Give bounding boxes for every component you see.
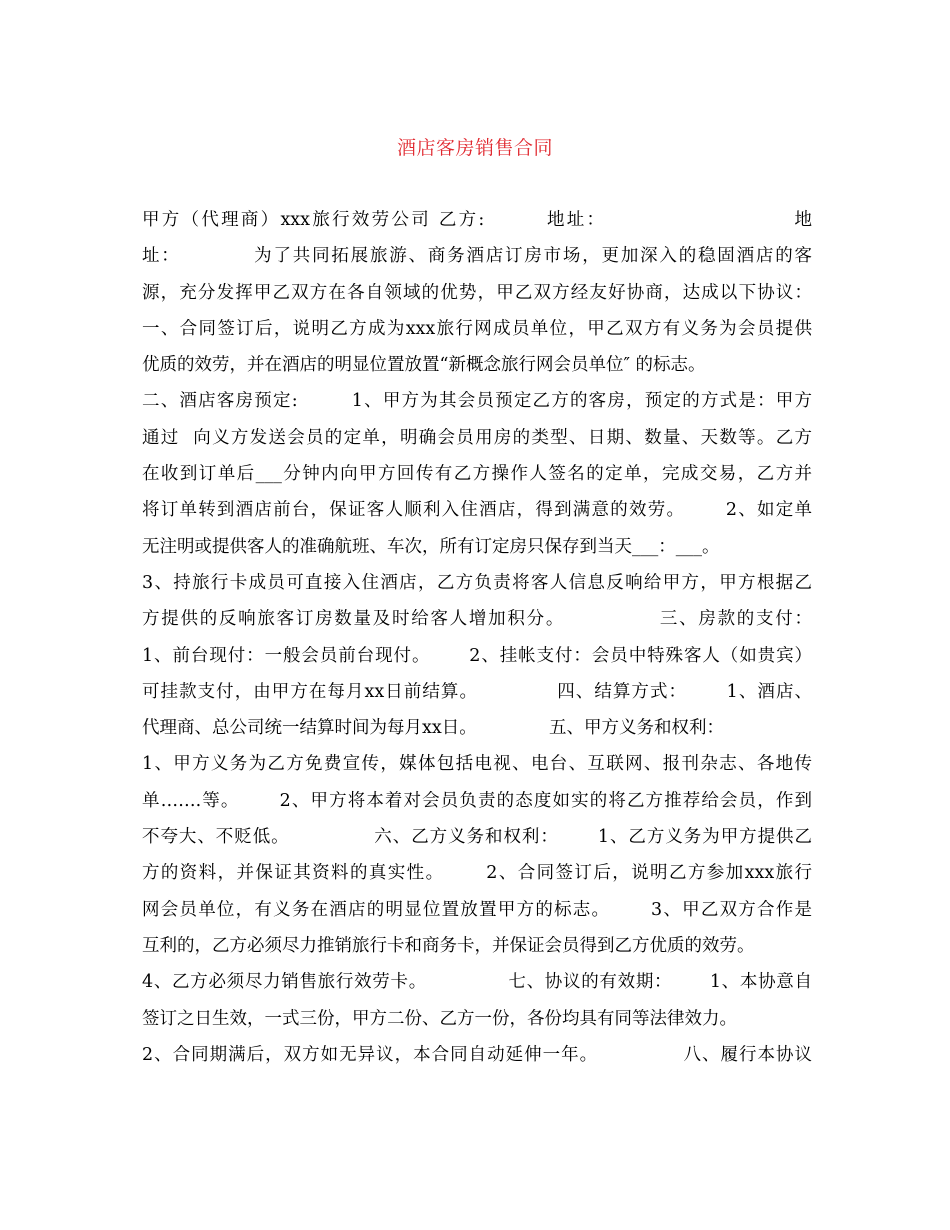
body-line: 可挂款支付，由甲方在每月xx日前结算。 四、结算方式： 1、酒店、 xyxy=(142,681,812,702)
document-title: 酒店客房销售合同 xyxy=(396,137,553,159)
body-line: 优质的效劳，并在酒店的明显位置放置“新概念旅行网会员单位″ 的标志。 xyxy=(142,355,706,376)
body-line: 网会员单位，有义务在酒店的明显位置放置甲方的标志。 3、甲乙双方合作是 xyxy=(142,899,812,920)
body-line: 签订之日生效，一式三份，甲方二份、乙方一份，各份均具有同等法律效力。 xyxy=(142,1008,737,1029)
body-line: 方的资料，并保证其资料的真实性。 2、合同签订后，说明乙方参加xxx旅行 xyxy=(142,863,812,884)
body-line: 无注明或提供客人的准确航班、车次，所有订定房只保存到当天___：___。 xyxy=(142,536,720,557)
body-line: 单…….等。 2、甲方将本着对会员负责的态度如实的将乙方推荐给会员，作到 xyxy=(142,790,812,811)
body-line: 通过 向义方发送会员的定单，明确会员用房的类型、日期、数量、天数等。乙方 xyxy=(142,427,812,448)
body-line: 二、酒店客房预定: 1、甲方为其会员预定乙方的客房，预定的方式是：甲方 xyxy=(142,391,812,412)
body-line: 方提供的反响旅客订房数量及时给客人增加积分。 三、房款的支付： xyxy=(142,609,812,630)
body-line: 将订单转到酒店前台，保证客人顺利入住酒店，得到满意的效劳。 2、如定单 xyxy=(142,500,812,521)
body-line: 甲方（代理商）xxx旅行效劳公司 乙方: 地址： 地 xyxy=(142,210,812,230)
body-line: 4、乙方必须尽力销售旅行效劳卡。 七、协议的有效期： 1、本协意自 xyxy=(142,972,812,993)
body-line: 3、持旅行卡成员可直接入住酒店，乙方负责将客人信息反响给甲方，甲方根据乙 xyxy=(142,572,812,593)
body-line: 2、合同期满后，双方如无异议，本合同自动延伸一年。 八、履行本协议 xyxy=(142,1044,812,1065)
body-line: 不夸大、不贬低。 六、乙方义务和权利： 1、乙方义务为甲方提供乙 xyxy=(142,827,812,848)
body-line: 址： 为了共同拓展旅游、商务酒店订房市场，更加深入的稳固酒店的客 xyxy=(142,246,812,267)
body-line: 代理商、总公司统一结算时间为每月xx日。 五、甲方义务和权利： xyxy=(142,718,725,739)
body-line: 1、甲方义务为乙方免费宣传，媒体包括电视、电台、互联网、报刊杂志、各地传 xyxy=(142,754,812,775)
body-line: 在收到订单后___分钟内向甲方回传有乙方操作人签名的定单，完成交易，乙方并 xyxy=(142,464,812,485)
body-line: 互利的，乙方必须尽力推销旅行卡和商务卡，并保证会员得到乙方优质的效劳。 xyxy=(142,935,755,956)
contract-body xyxy=(142,202,812,1073)
body-line: 1、前台现付：一般会员前台现付。 2、挂帐支付：会员中特殊客人（如贵宾） xyxy=(142,645,812,666)
body-line: 一、合同签订后，说明乙方成为xxx旅行网成员单位，甲乙双方有义务为会员提供 xyxy=(142,318,812,339)
body-line: 源，充分发挥甲乙双方在各自领域的优势，甲乙双方经友好协商，达成以下协议： xyxy=(142,282,812,303)
